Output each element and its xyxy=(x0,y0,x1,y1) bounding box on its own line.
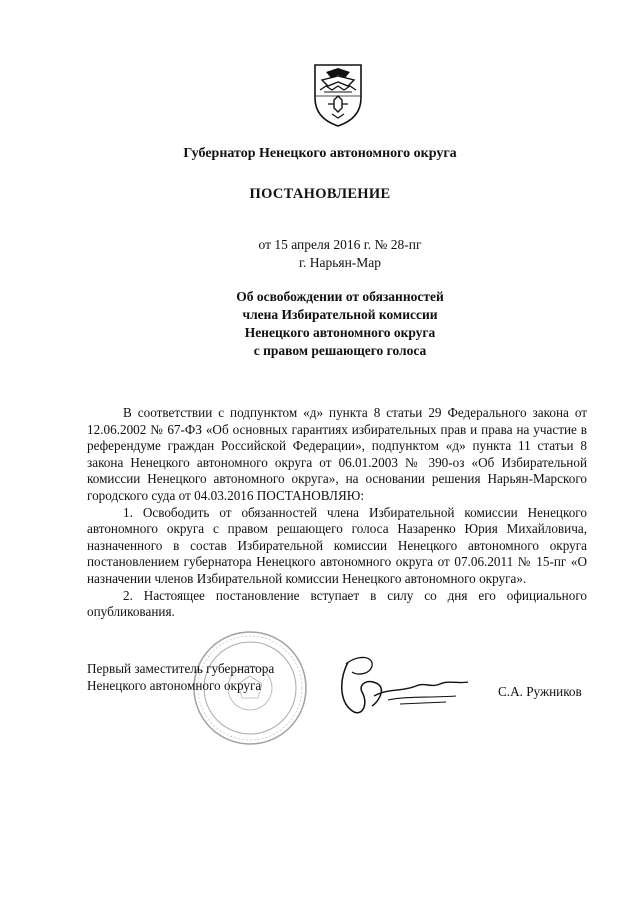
issuing-authority: Губернатор Ненецкого автономного округа xyxy=(183,146,457,161)
handwritten-signature xyxy=(328,652,478,724)
signatory-position xyxy=(87,660,274,694)
document-city: г. Нарьян-Мар xyxy=(298,255,382,270)
preamble-paragraph: В соответствии с подпунктом «д» пункта 8 статьи 29 Федерального закона от 12.06.2002 № 67-ФЗ «Об основных гарантиях избирательных прав и права на участие в референдуме граждан Российской Федерации», подпунктом «д» пункта 11 статьи 8 закона Ненецкого автономного округа от 06.01.2003 № 390-оз «Об Избирательной комиссии Ненецкого автономного округа», на основании решения Нарьян-Марского городского суда от 04.03.2016 ПОСТАНОВЛЯЮ: xyxy=(87,405,587,503)
signatory-position-line: Первый заместитель губернатора xyxy=(87,661,275,676)
document-subject xyxy=(0,288,640,360)
document-type: ПОСТАНОВЛЕНИЕ xyxy=(249,186,391,202)
subject-line: Ненецкого автономного округа xyxy=(244,325,436,340)
resolution-item-2: 2. Настоящее постановление вступает в силу со дня его официального опубликования. xyxy=(87,587,587,620)
coat-of-arms-icon xyxy=(312,62,364,128)
subject-line: с правом решающего голоса xyxy=(253,343,427,358)
document-body xyxy=(87,405,587,621)
document-date-number: от 15 апреля 2016 г. № 28-пг xyxy=(258,237,422,252)
resolution-item-1: 1. Освободить от обязанностей члена Избирательной комиссии Ненецкого автономного округа с правом решающего голоса Назаренко Юрия Михайловича, назначенного в состав Избирательной комиссии Ненецкого автономного округа постановлением губернатора Ненецкого автономного округа от 07.06.2011 № 15-пг «О назначении членов Избирательной комиссии Ненецкого автономного округа». xyxy=(87,504,587,586)
subject-line: Об освобождении от обязанностей xyxy=(236,289,444,304)
signatory-position-line: Ненецкого автономного округа xyxy=(87,678,262,693)
signatory-name: С.А. Ружников xyxy=(498,684,582,699)
subject-line: члена Избирательной комиссии xyxy=(242,307,438,322)
